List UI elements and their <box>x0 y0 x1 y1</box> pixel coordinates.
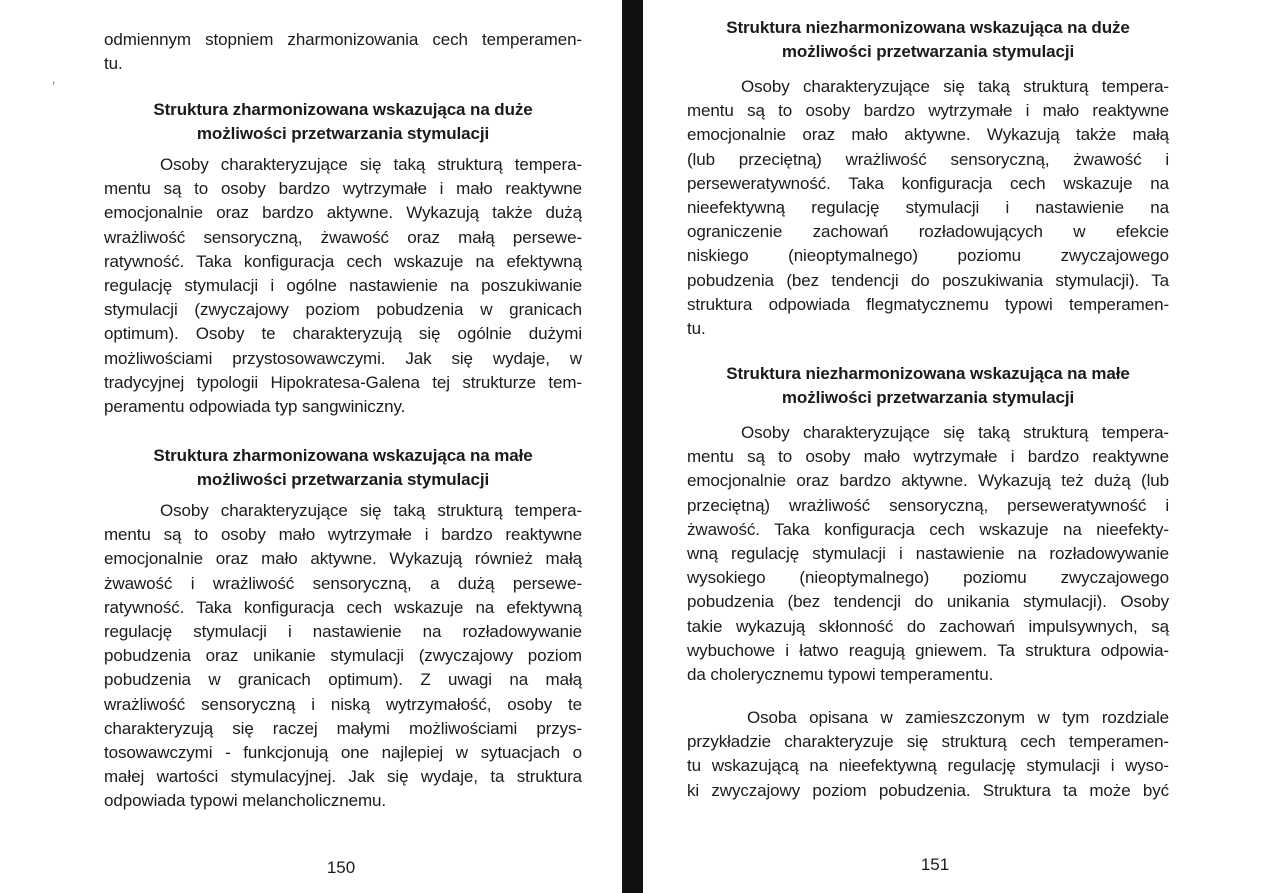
text-line: wną regulację stymulacji i nastawienie na rozładowywanie <box>687 544 1169 564</box>
right-page <box>643 0 1263 893</box>
section-heading <box>687 16 1169 64</box>
text-line: emocjonalnie oraz bardzo aktywne. Wykazują też dużą (lub <box>687 471 1169 491</box>
heading-line: Struktura niezharmonizowana wskazująca na duże <box>726 18 1130 37</box>
text-line: ratywność. Taka konfiguracja cech wskazuje na efektywną <box>104 597 582 617</box>
heading-line: Struktura niezharmonizowana wskazująca na małe <box>726 364 1130 383</box>
heading-line: możliwości przetwarzania stymulacji <box>781 388 1075 408</box>
text-line: ratywność. Taka konfiguracja cech wskazuje na efektywną <box>104 251 582 271</box>
text-line: regulację stymulacji i nastawienie na rozładowywanie <box>104 622 582 642</box>
heading-line: Struktura zharmonizowana wskazująca na duże <box>153 100 533 119</box>
text-line: struktura odpowiada flegmatycznemu typowi temperamen- <box>687 294 1169 314</box>
text-line: wrażliwość sensoryczną, żwawość oraz małą persewe- <box>104 227 582 247</box>
text-line: ki zwyczajowy poziom pobudzenia. Struktura ta może być <box>687 780 1169 800</box>
text-line: da cholerycznemu typowi temperamentu. <box>687 665 994 685</box>
section-heading <box>104 444 582 492</box>
closing-paragraph <box>687 706 1169 803</box>
text-line: emocjonalnie oraz mało aktywne. Wykazują także małą <box>687 125 1169 145</box>
text-line: wrażliwość sensoryczną i niską wytrzymałość, osoby te <box>104 694 582 714</box>
text-line: żwawość i wrażliwość sensoryczną, a dużą persewe- <box>104 573 582 593</box>
text-line: Osoba opisana w zamieszczonym w tym rozdziale <box>747 708 1169 727</box>
text-line: odpowiada typowi melancholicznemu. <box>104 791 386 811</box>
page-number: 151 <box>920 855 950 874</box>
section-paragraph <box>104 499 582 814</box>
text-line: przykładzie charakteryzuje się strukturą cech temperamen- <box>687 732 1169 752</box>
text-line: małej wartości stymulacyjnej. Jak się wydaje, ta struktura <box>104 767 582 787</box>
heading-line: możliwości przetwarzania stymulacji <box>781 42 1075 62</box>
text-line: ograniczenie zachowań rozładowujących w efekcie <box>687 222 1169 242</box>
section-paragraph <box>687 75 1169 341</box>
section-heading <box>687 362 1169 410</box>
text-line: regulację stymulacji i ogólne nastawienie na poszukiwanie <box>104 276 582 296</box>
text-line: pobudzenia oraz unikanie stymulacji (zwyczajowy poziom <box>104 646 582 666</box>
text-line: żwawość. Taka konfiguracja cech wskazuje na nieefekty- <box>687 519 1169 539</box>
text-line: mentu są to osoby bardzo wytrzymałe i mało reaktywne <box>687 101 1169 121</box>
text-line: wybuchowe i łatwo reagują gniewem. Ta struktura odpowia- <box>687 640 1169 660</box>
section-paragraph <box>687 421 1169 687</box>
text-line: optimum). Osoby te charakteryzują się ogólnie dużymi <box>104 324 582 344</box>
text-line: pobudzenia (bez tendencji do poszukiwania stymulacji). Ta <box>687 270 1169 290</box>
text-line: wysokiego (nieoptymalnego) poziomu zwyczajowego <box>687 568 1169 588</box>
text-line: pobudzenia w granicach optimum). Z uwagi na małą <box>104 670 582 690</box>
text-line: Osoby charakteryzujące się taką strukturą tempera- <box>160 155 582 174</box>
text-line: charakteryzują się raczej małymi możliwościami przys- <box>104 718 582 738</box>
text-line: tu. <box>104 54 123 74</box>
text-line: tu. <box>687 319 706 339</box>
text-line: (lub przeciętną) wrażliwość sensoryczną, żwawość i <box>687 149 1169 169</box>
text-line: tu wskazującą na nieefektywną regulację stymulacji i wyso- <box>687 756 1169 776</box>
text-line: stymulacji (zwyczajowy poziom pobudzenia w granicach <box>104 300 582 320</box>
text-line: pobudzenia (bez tendencji do unikania stymulacji). Osoby <box>687 592 1169 612</box>
heading-line: możliwości przetwarzania stymulacji <box>196 470 490 490</box>
page-number: 150 <box>326 858 356 877</box>
text-line: tradycyjnej typologii Hipokratesa-Galena tej strukturze tem- <box>104 372 582 392</box>
text-line: mentu są to osoby mało wytrzymałe i bardzo reaktywne <box>104 525 582 545</box>
margin-mark: , <box>52 72 56 86</box>
intro-paragraph <box>104 28 582 76</box>
heading-line: możliwości przetwarzania stymulacji <box>196 124 490 144</box>
text-line: przeciętną) wrażliwość sensoryczną, perseweratywność i <box>687 495 1169 515</box>
heading-line: Struktura zharmonizowana wskazująca na małe <box>153 446 533 465</box>
text-line: możliwościami przystosowawczymi. Jak się wydaje, w <box>104 348 582 368</box>
text-line: takie wykazują skłonność do zachowań impulsywnych, są <box>687 616 1169 636</box>
text-line: emocjonalnie oraz bardzo aktywne. Wykazują także dużą <box>104 203 582 223</box>
text-line: Osoby charakteryzujące się taką strukturą tempera- <box>741 77 1169 96</box>
text-line: emocjonalnie oraz mało aktywne. Wykazują również małą <box>104 549 582 569</box>
text-line: mentu są to osoby bardzo wytrzymałe i mało reaktywne <box>104 179 582 199</box>
text-line: nieefektywną regulację stymulacji i nastawienie na <box>687 198 1169 218</box>
text-line: Osoby charakteryzujące się taką strukturą tempera- <box>160 501 582 520</box>
text-line: odmiennym stopniem zharmonizowania cech temperamen- <box>104 30 582 49</box>
text-line: perseweratywność. Taka konfiguracja cech wskazuje na <box>687 173 1169 193</box>
book-gutter <box>622 0 643 893</box>
text-line: niskiego (nieoptymalnego) poziomu zwyczajowego <box>687 246 1169 266</box>
text-line: tosowawczymi - funkcjonują one najlepiej w sytuacjach o <box>104 743 582 763</box>
text-line: peramentu odpowiada typ sangwiniczny. <box>104 397 406 417</box>
section-heading <box>104 98 582 146</box>
text-line: Osoby charakteryzujące się taką strukturą tempera- <box>741 423 1169 442</box>
section-paragraph <box>104 153 582 419</box>
text-line: mentu są to osoby mało wytrzymałe i bardzo reaktywne <box>687 447 1169 467</box>
left-page <box>0 0 622 893</box>
